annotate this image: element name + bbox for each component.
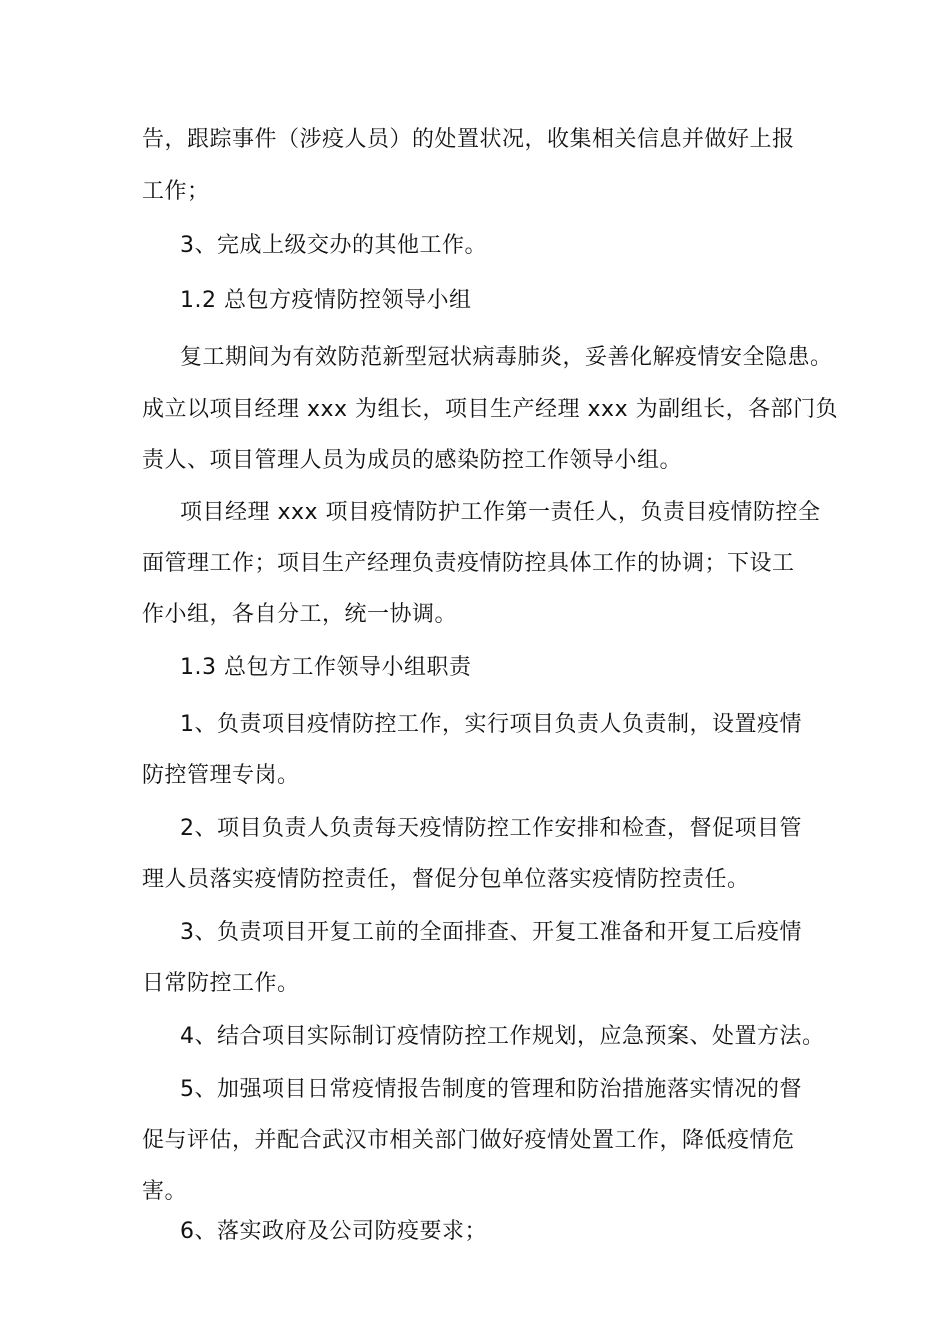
paragraph-line: 3、完成上级交办的其他工作。 [180,233,487,258]
paragraph-line: 作小组，各自分工，统一协调。 [142,602,458,627]
paragraph-line: 成立以项目经理 xxx 为组长，项目生产经理 xxx 为副组长，各部门负 [142,397,839,422]
paragraph-line: 告，跟踪事件（涉疫人员）的处置状况，收集相关信息并做好上报 [142,127,795,152]
paragraph-line: 日常防控工作。 [142,971,300,996]
paragraph-line: 4、结合项目实际制订疫情防控工作规划，应急预案、处置方法。 [180,1024,825,1049]
paragraph-line: 工作； [142,179,210,204]
paragraph-line: 项目经理 xxx 项目疫情防护工作第一责任人，负责目疫情防控全 [180,500,821,525]
paragraph-line: 责人、项目管理人员为成员的感染防控工作领导小组。 [142,448,683,473]
paragraph-line: 促与评估，并配合武汉市相关部门做好疫情处置工作，降低疫情危 [142,1128,795,1153]
paragraph-line: 5、加强项目日常疫情报告制度的管理和防治措施落实情况的督 [180,1077,802,1102]
paragraph-line: 防控管理专岗。 [142,763,300,788]
paragraph-line: 面管理工作；项目生产经理负责疫情防控具体工作的协调；下设工 [142,551,795,576]
paragraph-line: 3、负责项目开复工前的全面排查、开复工准备和开复工后疫情 [180,920,802,945]
paragraph-line: 2、项目负责人负责每天疫情防控工作安排和检查，督促项目管 [180,816,802,841]
paragraph-line: 1、负责项目疫情防控工作，实行项目负责人负责制，设置疫情 [180,712,802,737]
paragraph-line: 理人员落实疫情防控责任，督促分包单位落实疫情防控责任。 [142,867,750,892]
paragraph-line: 复工期间为有效防范新型冠状病毒肺炎，妥善化解疫情安全隐患。 [180,345,833,370]
paragraph-line: 害。 [142,1179,188,1204]
section-heading: 1.2 总包方疫情防控领导小组 [180,288,472,313]
paragraph-line: 6、落实政府及公司防疫要求； [180,1219,487,1244]
section-heading: 1.3 总包方工作领导小组职责 [180,655,472,680]
